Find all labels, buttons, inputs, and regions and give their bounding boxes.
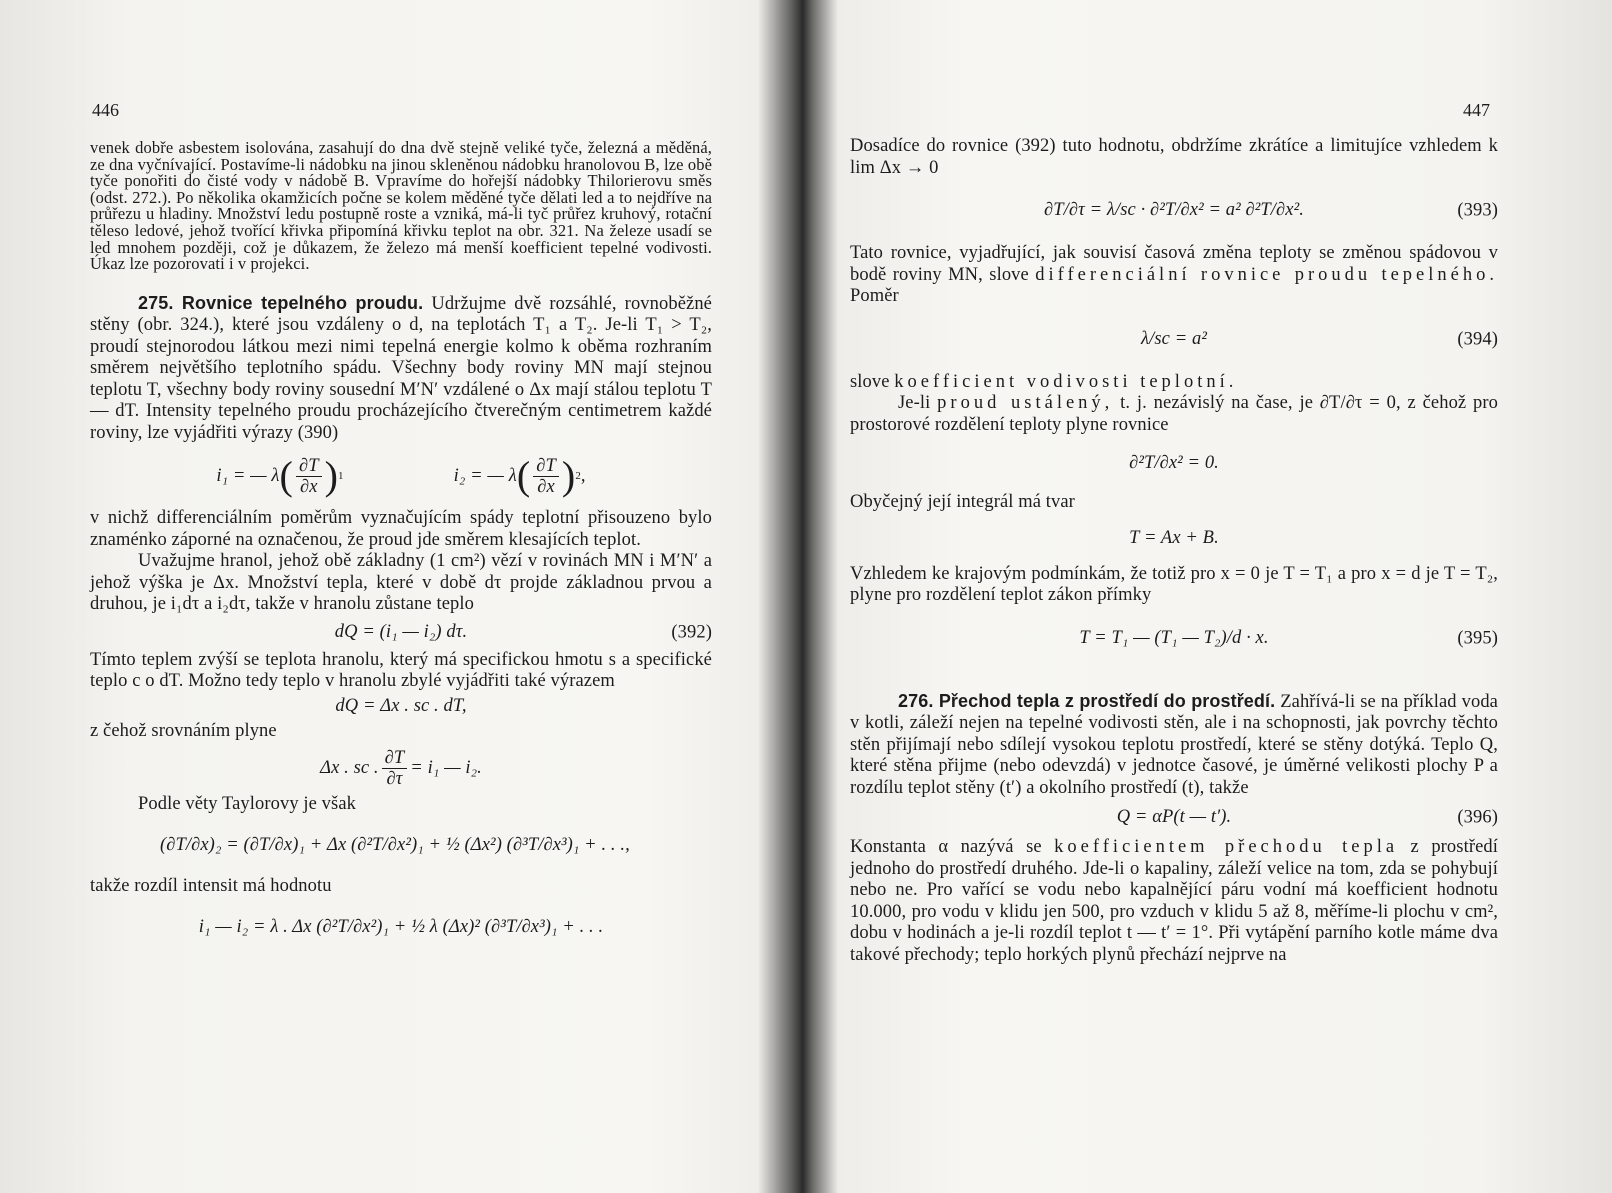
frac-num-3: ∂T: [382, 748, 408, 769]
steady-text-b: t. j. nezávislý na čase, je ∂T/∂τ = 0, z čehož pro prostorové rozdělení teploty plyne rovnice: [850, 393, 1498, 435]
eq-394: λ/sc = a²: [1141, 328, 1207, 349]
equation-393: [850, 187, 1498, 235]
frac-num-2: ∂T: [533, 456, 559, 477]
equation-difference: [90, 903, 712, 951]
heat-paragraph: Tímto teplem zvýší se teplota hranolu, který má specifickou hmotu s a specifické teplo c o dT. Možno tedy teplo v hranolu zbylé vyjádřiti také výrazem: [90, 649, 712, 692]
difference-text: takže rozdíl intensit má hodnotu: [90, 875, 332, 896]
equation-394: [850, 316, 1498, 364]
eq-dq: dQ = Δx . sc . dT,: [335, 696, 467, 716]
eq-steady: ∂²T/∂x² = 0.: [1129, 453, 1219, 474]
equation-395: [850, 615, 1498, 663]
coefficient-text-spaced: koefficient vodivosti teplotní.: [894, 371, 1238, 392]
eq-396: Q = αP(t — t′).: [1116, 807, 1232, 828]
coefficient-text-a: slove: [850, 371, 890, 392]
boundary-paragraph: Vzhledem ke krajovým podmínkám, že totiž pro x = 0 je T = T₁ a pro x = d je T = T₂, plyne pro rozdělení teplot zákon přímky: [850, 563, 1498, 605]
steady-text-spaced: proud ustálený,: [937, 393, 1114, 413]
steady-text-a: Je-li: [898, 393, 931, 413]
steady-paragraph: [850, 393, 1498, 436]
equation-dq: [90, 695, 712, 719]
right-text-column: [850, 136, 1498, 966]
eq-number-393: (393): [1457, 200, 1498, 221]
eq-number-396: (396): [1457, 807, 1498, 828]
equation-balance: [90, 744, 712, 792]
section-276-paragraph: [850, 691, 1498, 800]
eq-number-392: (392): [671, 622, 712, 642]
page-number: 446: [92, 100, 119, 120]
section-text: Udržujme dvě rozsáhlé, rovnoběžné stěny (obr. 324.), které jsou vzdáleny o d, na teplotách T₁ a T₂. Je-li T₁ > T₂, proudí stejnorodou látkou mezi nimi tepelná energie kolmo k oběma rozhraním směrem největšího teplotního spádu. Všechny body roviny MN mají stejnou teplotu T, všechny body roviny sousední M′N′ vzdálené o Δx mají stálou teplotu T — dT. Intensity tepelného proudu procházejícího čtverečným centimetrem každé roviny, lze vyjádřiti výrazy (390): [90, 293, 712, 443]
section-275-paragraph: [90, 293, 712, 445]
eq-392: dQ = (i₁ — i₂) dτ.: [334, 622, 468, 642]
eq-rhs: = i₁ — i₂.: [410, 757, 482, 778]
equation-integral: [850, 522, 1498, 556]
frac-den-2: ∂x: [537, 476, 555, 497]
integral-text: Obyčejný její integrál má tvar: [850, 492, 1075, 512]
equation-taylor: [90, 822, 712, 870]
constant-text-spaced: koefficientem přechodu tepla: [1054, 837, 1399, 857]
equation-text-a: Tato rovnice, vyjadřující, jak souvisí časová změna teploty se změnou spádovou v bodě roviny MN, slove: [850, 243, 1498, 285]
eq-number-394: (394): [1457, 328, 1498, 349]
left-page: [0, 0, 790, 1193]
eq-lhs: Δx . sc .: [320, 757, 379, 778]
frac-den: ∂x: [299, 476, 318, 497]
eq-integral: T = Ax + B.: [1129, 527, 1219, 548]
compare-text: z čehož srovnáním plyne: [90, 720, 277, 741]
eq-intensity-2: i₂ = — λ: [453, 465, 517, 486]
equation-steady: [850, 444, 1498, 484]
equation-paragraph: [850, 243, 1498, 308]
sub-2: 2: [575, 469, 581, 482]
eq-395: T = T₁ — (T₁ — T₂)/d · x.: [1079, 627, 1269, 648]
equation-text-spaced: differenciální rovnice proudu tepelného.: [1035, 264, 1498, 285]
substitute-text: Dosadíce do rovnice (392) tuto hodnotu, obdržíme zkrátíce a limitujíce vzhledem k lim Δx → 0: [850, 136, 1498, 178]
sign-paragraph: v nichž differenciálním poměrům vyznačujícím spády teplotní přisouzeno bylo znaménko záporné na označenou, že proud jde směrem klesajících teplot.: [90, 508, 712, 550]
frac-num: ∂T: [296, 456, 322, 477]
taylor-text: Podle věty Taylorovy je však: [138, 794, 356, 815]
equation-396: [850, 803, 1498, 833]
constant-text-a: Konstanta α nazývá se: [850, 837, 1042, 857]
equation-text-b: Poměr: [850, 286, 899, 306]
left-text-column: [90, 140, 712, 957]
eq-393: ∂T/∂τ = λ/sc · ∂²T/∂x² = a² ∂²T/∂x².: [1044, 200, 1304, 221]
eq-taylor: (∂T/∂x)₂ = (∂T/∂x)₁ + Δx (∂²T/∂x²)₁ + ½ (Δx²) (∂³T/∂x³)₁ + . . .,: [160, 835, 630, 855]
prism-paragraph: Uvažujme hranol, jehož obě základny (1 cm²) vězí v rovinách MN i M′N′ a jehož výška je Δx. Množství tepla, které v době dτ projde základnou prvou a druhou, je i₁dτ a i₂dτ, takže v hranolu zůstane teplo: [90, 551, 712, 615]
section-heading: 275. Rovnice tepelného proudu.: [138, 292, 424, 313]
eq-number-395: (395): [1457, 627, 1498, 648]
constant-text-b: z prostředí jednoho do prostředí druhého. Jde-li o kapaliny, záleží velice na tom, zda se pohybují nebo ne. Pro vařící se vodu nebo kapalnějící páru vodní má koefficient hodnotu 10.000, pro vodu v klidu jen 500, pro vzduch v klidu 5 až 8, měříme-li plochu v cm², dobu v hodinách a je-li rozdíl teplot t — t′ = 1°. Při vytápění parního kotle máme dva takové přechody; teplo horkých plynů přechází nejprve na: [850, 837, 1498, 965]
page-number: 447: [1463, 100, 1490, 120]
sub-1: 1: [338, 469, 344, 482]
eq-intensity-1: i₁ = — λ: [216, 465, 280, 486]
constant-paragraph: [850, 837, 1498, 966]
section-text: Zahřívá-li se na příklad voda v kotli, záleží nejen na tepelné vodivosti stěn, ale i na schopnosti, jak povrchy těchto stěn přijímají nebo sdílejí vysokou teplotu prostředí, které se stěny dotýká. Teplo Q, které stěna přijme (nebo odevzdá) v jednotce časové, je úměrné velikosti plochy P a rozdílu teplot stěny (t′) a okolního prostředí (t), takže: [850, 691, 1498, 798]
equation-392: [90, 620, 712, 646]
frac-den-3: ∂τ: [386, 768, 403, 789]
equation-intensity: i₁ = — λ ( $\frac{\partial T}{\partial x}$ ) 1 i₂ = — λ ( $\frac{\partial T}{\partial x}$ ) 2 ,: [216, 453, 586, 499]
eq-difference: i₁ — i₂ = λ . Δx (∂²T/∂x²)₁ + ½ λ (Δx)² (∂³T/∂x³)₁ + . . .: [198, 916, 604, 937]
section-heading: 276. Přechod tepla z prostředí do prostředí.: [898, 690, 1276, 711]
right-page: [800, 0, 1612, 1193]
coefficient-paragraph: [850, 372, 1498, 394]
intro-paragraph: venek dobře asbestem isolována, zasahují do dna dvě stejně veliké tyče, železná a měděná, ze dna vyčnívající. Postavíme-li nádobku na jinou skleněnou nádobku hranolovou B, lze obě tyče ponořiti do čisté vody v nádobě B. Vpravíme do hořejší nádobky Thilorierovu směs (odst. 272.). Po několika okamžicích počne se kolem měděné tyče dělati led a to nejdříve na průřezu u hladiny. Množství ledu postupně roste a vzniká, má-li tyč průřez kruhový, rotační těleso ledové, jehož tvořící křivka připomíná křivku teplot na obr. 321. Na železe usadí se led mnohem později, což je důkazem, že železo má menší koefficient tepelné vodivosti. Úkaz lze pozorovati i v projekci.: [90, 138, 712, 274]
